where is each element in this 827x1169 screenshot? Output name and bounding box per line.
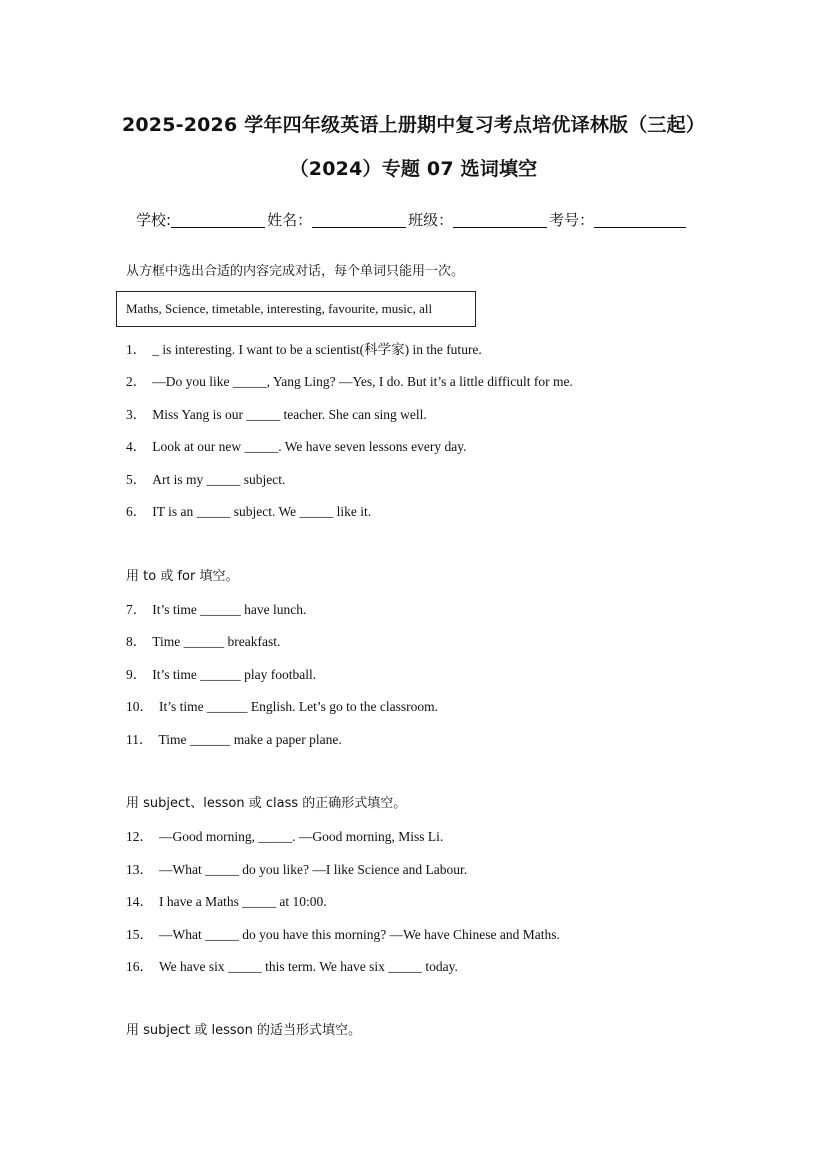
question-text: IT is an _____ subject. We _____ like it. xyxy=(152,504,372,519)
question-number: 12． xyxy=(126,829,153,844)
word-box: Maths, Science, timetable, interesting, favourite, music, all xyxy=(116,291,476,327)
question-number: 16． xyxy=(126,959,153,974)
question-text: We have six _____ this term. We have six _____ today. xyxy=(159,959,458,974)
question-text: Art is my _____ subject. xyxy=(152,472,286,487)
question-9 xyxy=(126,663,316,683)
number-label: 考号： xyxy=(549,211,595,229)
question-text: Look at our new _____. We have seven lessons every day. xyxy=(152,439,467,454)
question-2 xyxy=(126,370,573,390)
section-1-instruction: 从方框中选出合适的内容完成对话，每个单词只能用一次。 xyxy=(126,264,465,279)
question-number: 11． xyxy=(126,732,153,747)
question-text: —What _____ do you like? —I like Science and Labour. xyxy=(159,862,468,877)
section-4-instruction: 用 subject 或 lesson 的适当形式填空。 xyxy=(126,1023,361,1038)
question-text: It’s time ______ play football. xyxy=(152,667,317,682)
question-text: It’s time ______ have lunch. xyxy=(152,602,307,617)
question-number: 3． xyxy=(126,407,147,422)
question-14 xyxy=(126,890,327,910)
question-text: _ is interesting. I want to be a scientist(科学家) in the future. xyxy=(152,342,482,357)
question-text: Time ______ breakfast. xyxy=(152,634,281,649)
student-info-row xyxy=(136,209,688,230)
question-text: Time ______ make a paper plane. xyxy=(158,732,342,747)
question-text: It’s time ______ English. Let’s go to the classroom. xyxy=(159,699,438,714)
question-6 xyxy=(126,500,371,520)
name-blank[interactable] xyxy=(312,211,406,228)
question-12 xyxy=(126,825,443,845)
question-number: 9． xyxy=(126,667,147,682)
question-1 xyxy=(126,338,482,358)
section-2-instruction: 用 to 或 for 填空。 xyxy=(126,569,239,584)
question-text: —Do you like _____, Yang Ling? —Yes, I do. But it’s a little difficult for me. xyxy=(152,374,573,389)
question-number: 14． xyxy=(126,894,153,909)
question-number: 15． xyxy=(126,927,153,942)
question-number: 6． xyxy=(126,504,147,519)
question-10 xyxy=(126,695,438,715)
question-text: —Good morning, _____. —Good morning, Miss Li. xyxy=(159,829,444,844)
question-16 xyxy=(126,955,458,975)
question-3 xyxy=(126,403,427,423)
class-label: 班级： xyxy=(408,211,454,229)
question-number: 4． xyxy=(126,439,147,454)
question-number: 13． xyxy=(126,862,153,877)
question-8 xyxy=(126,630,280,650)
question-11 xyxy=(126,728,342,748)
number-blank[interactable] xyxy=(594,211,686,228)
question-number: 1． xyxy=(126,342,147,357)
question-13 xyxy=(126,858,467,878)
question-7 xyxy=(126,598,306,618)
class-blank[interactable] xyxy=(453,211,547,228)
question-number: 7． xyxy=(126,602,147,617)
page-title-line-1: 2025-2026 学年四年级英语上册期中复习考点培优译林版（三起） xyxy=(121,114,706,136)
question-number: 5． xyxy=(126,472,147,487)
question-5 xyxy=(126,468,285,488)
question-4 xyxy=(126,435,466,455)
question-number: 10． xyxy=(126,699,153,714)
name-label: 姓名： xyxy=(267,211,313,229)
question-text: I have a Maths _____ at 10:00. xyxy=(159,894,327,909)
question-number: 8． xyxy=(126,634,147,649)
question-text: Miss Yang is our _____ teacher. She can sing well. xyxy=(152,407,427,422)
school-blank[interactable] xyxy=(171,211,265,228)
question-number: 2． xyxy=(126,374,147,389)
question-text: —What _____ do you have this morning? —We have Chinese and Maths. xyxy=(159,927,560,942)
section-3-instruction: 用 subject、lesson 或 class 的正确形式填空。 xyxy=(126,796,407,811)
page-title-line-2: （2024）专题 07 选词填空 xyxy=(289,158,538,180)
school-label: 学校: xyxy=(136,211,172,229)
question-15 xyxy=(126,923,560,943)
